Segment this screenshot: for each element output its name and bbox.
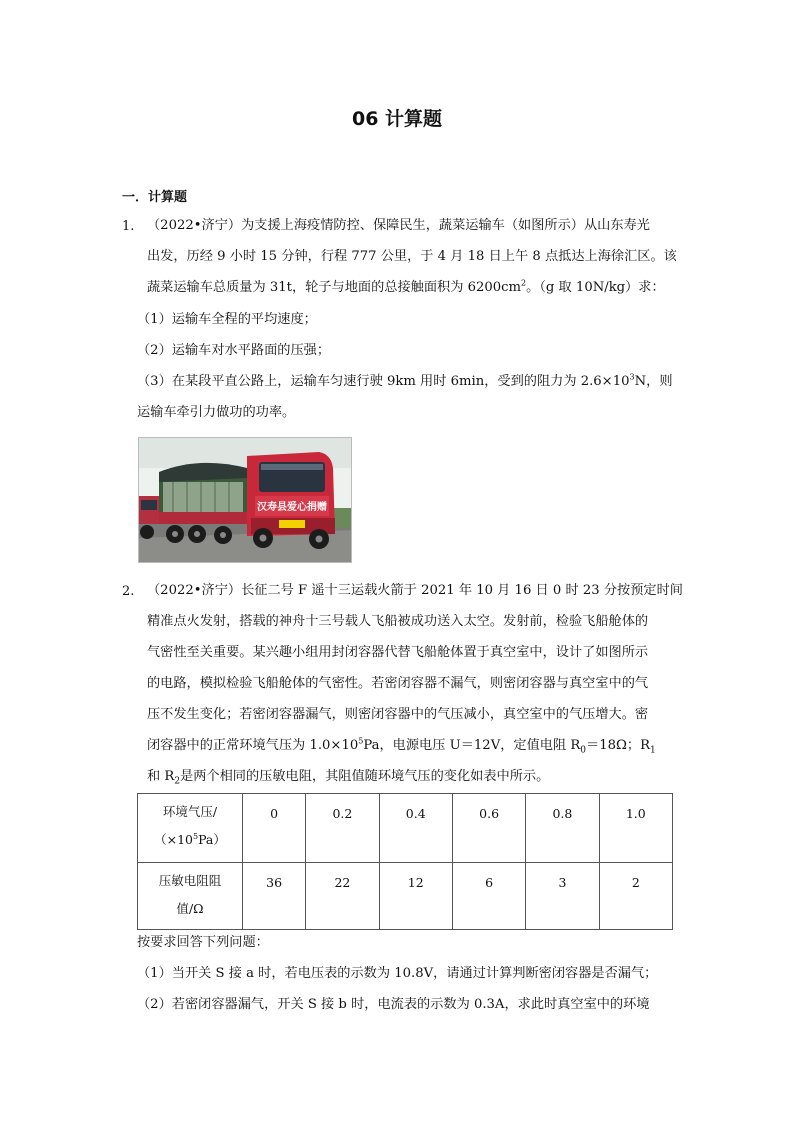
truck-illustration xyxy=(139,438,352,563)
q2-line-7: 和 $R_2$是两个相同的压敏电阻，其阻值随环境气压的变化如表中所示。 xyxy=(147,769,550,787)
q1-line-3: 蔬菜运输车总质量为 31t，轮子与地面的总接触面积为 $6200cm^2$。（g 取 10N/kg）求： xyxy=(147,278,665,295)
q1-line-1: （2022•济宁）为支援上海疫情防控、保障民生，蔬菜运输车（如图所示）从山东寿光 xyxy=(147,218,650,233)
truck-photo xyxy=(138,437,352,563)
q2-line-1: （2022•济宁）长征二号 F 遥十三运载火箭于 2021 年 10 月 16 日 0 时 23 分按预定时间 xyxy=(147,583,683,598)
table-cell: 6 xyxy=(452,863,525,930)
q2-sub-question-2: （2）若密闭容器漏气，开关 S 接 b 时，电流表的示数为 0.3A，求此时真空室中的环境 xyxy=(137,997,650,1012)
table-cell: 22 xyxy=(306,863,379,930)
table-header-resistance: 压敏电阻阻 值/Ω xyxy=(138,863,243,930)
page-title: 06 计算题 xyxy=(351,108,443,130)
table-row-resistance xyxy=(138,863,673,930)
q2-sub-question-1: （1）当开关 S 接 a 时，若电压表的示数为 10.8V，请通过计算判断密闭容器是否漏气； xyxy=(137,966,658,981)
q2-line-4: 的电路，模拟检验飞船舱体的气密性。若密闭容器不漏气，则密闭容器与真空室中的气 xyxy=(147,676,649,691)
question-2-number: 2. xyxy=(122,584,135,599)
question-1-number: 1. xyxy=(122,219,135,234)
q2-line-6: 闭容器中的正常环境气压为 $1.0\times 10^5Pa$，电源电压 U＝12V，定值电阻 $R_0=18\Omega$；$R_1$ xyxy=(147,736,656,756)
q1-sub-question-3: （3）在某段平直公路上，运输车匀速行驶 9km 用时 6min，受到的阻力为 $2.6\times 10^3N$，则 xyxy=(137,372,673,389)
q2-line-5: 压不发生变化；若密闭容器漏气，则密闭容器中的气压减小，真空室中的气压增大。密 xyxy=(147,707,649,722)
table-cell: 0.4 xyxy=(379,794,452,863)
table-header-pressure: 环境气压/ $(\times 10^5Pa)$ xyxy=(138,794,243,863)
section-heading: 一．计算题 xyxy=(122,190,188,205)
q1-sub-question-2: （2）运输车对水平路面的压强； xyxy=(137,343,331,358)
q2-prompt: 按要求回答下列问题： xyxy=(137,935,269,950)
table-cell: 0.2 xyxy=(306,794,379,863)
table-cell: 1.0 xyxy=(599,794,672,863)
q2-line-3: 气密性至关重要。某兴趣小组用封闭容器代替飞船舱体置于真空室中，设计了如图所示 xyxy=(147,645,649,660)
table-cell: 0 xyxy=(243,794,306,863)
q1-line-2: 出发，历经 9 小时 15 分钟，行程 777 公里，于 4 月 18 日上午 8 点抵达上海徐汇区。该 xyxy=(147,249,677,264)
table-cell: 36 xyxy=(243,863,306,930)
q1-sub-question-3-cont: 运输车牵引力做功的功率。 xyxy=(137,405,296,420)
table-cell: 0.8 xyxy=(526,794,599,863)
table-cell: 2 xyxy=(599,863,672,930)
table-cell: 12 xyxy=(379,863,452,930)
table-cell: 3 xyxy=(526,863,599,930)
table-cell: 0.6 xyxy=(452,794,525,863)
truck-banner-text: 汉寿县爱心捐赠 xyxy=(257,502,327,513)
q2-line-2: 精准点火发射，搭载的神舟十三号载人飞船被成功送入太空。发射前，检验飞船舱体的 xyxy=(147,614,649,629)
q1-sub-question-1: （1）运输车全程的平均速度； xyxy=(137,312,317,327)
table-row-pressure xyxy=(138,794,673,863)
pressure-resistance-table xyxy=(137,793,673,930)
